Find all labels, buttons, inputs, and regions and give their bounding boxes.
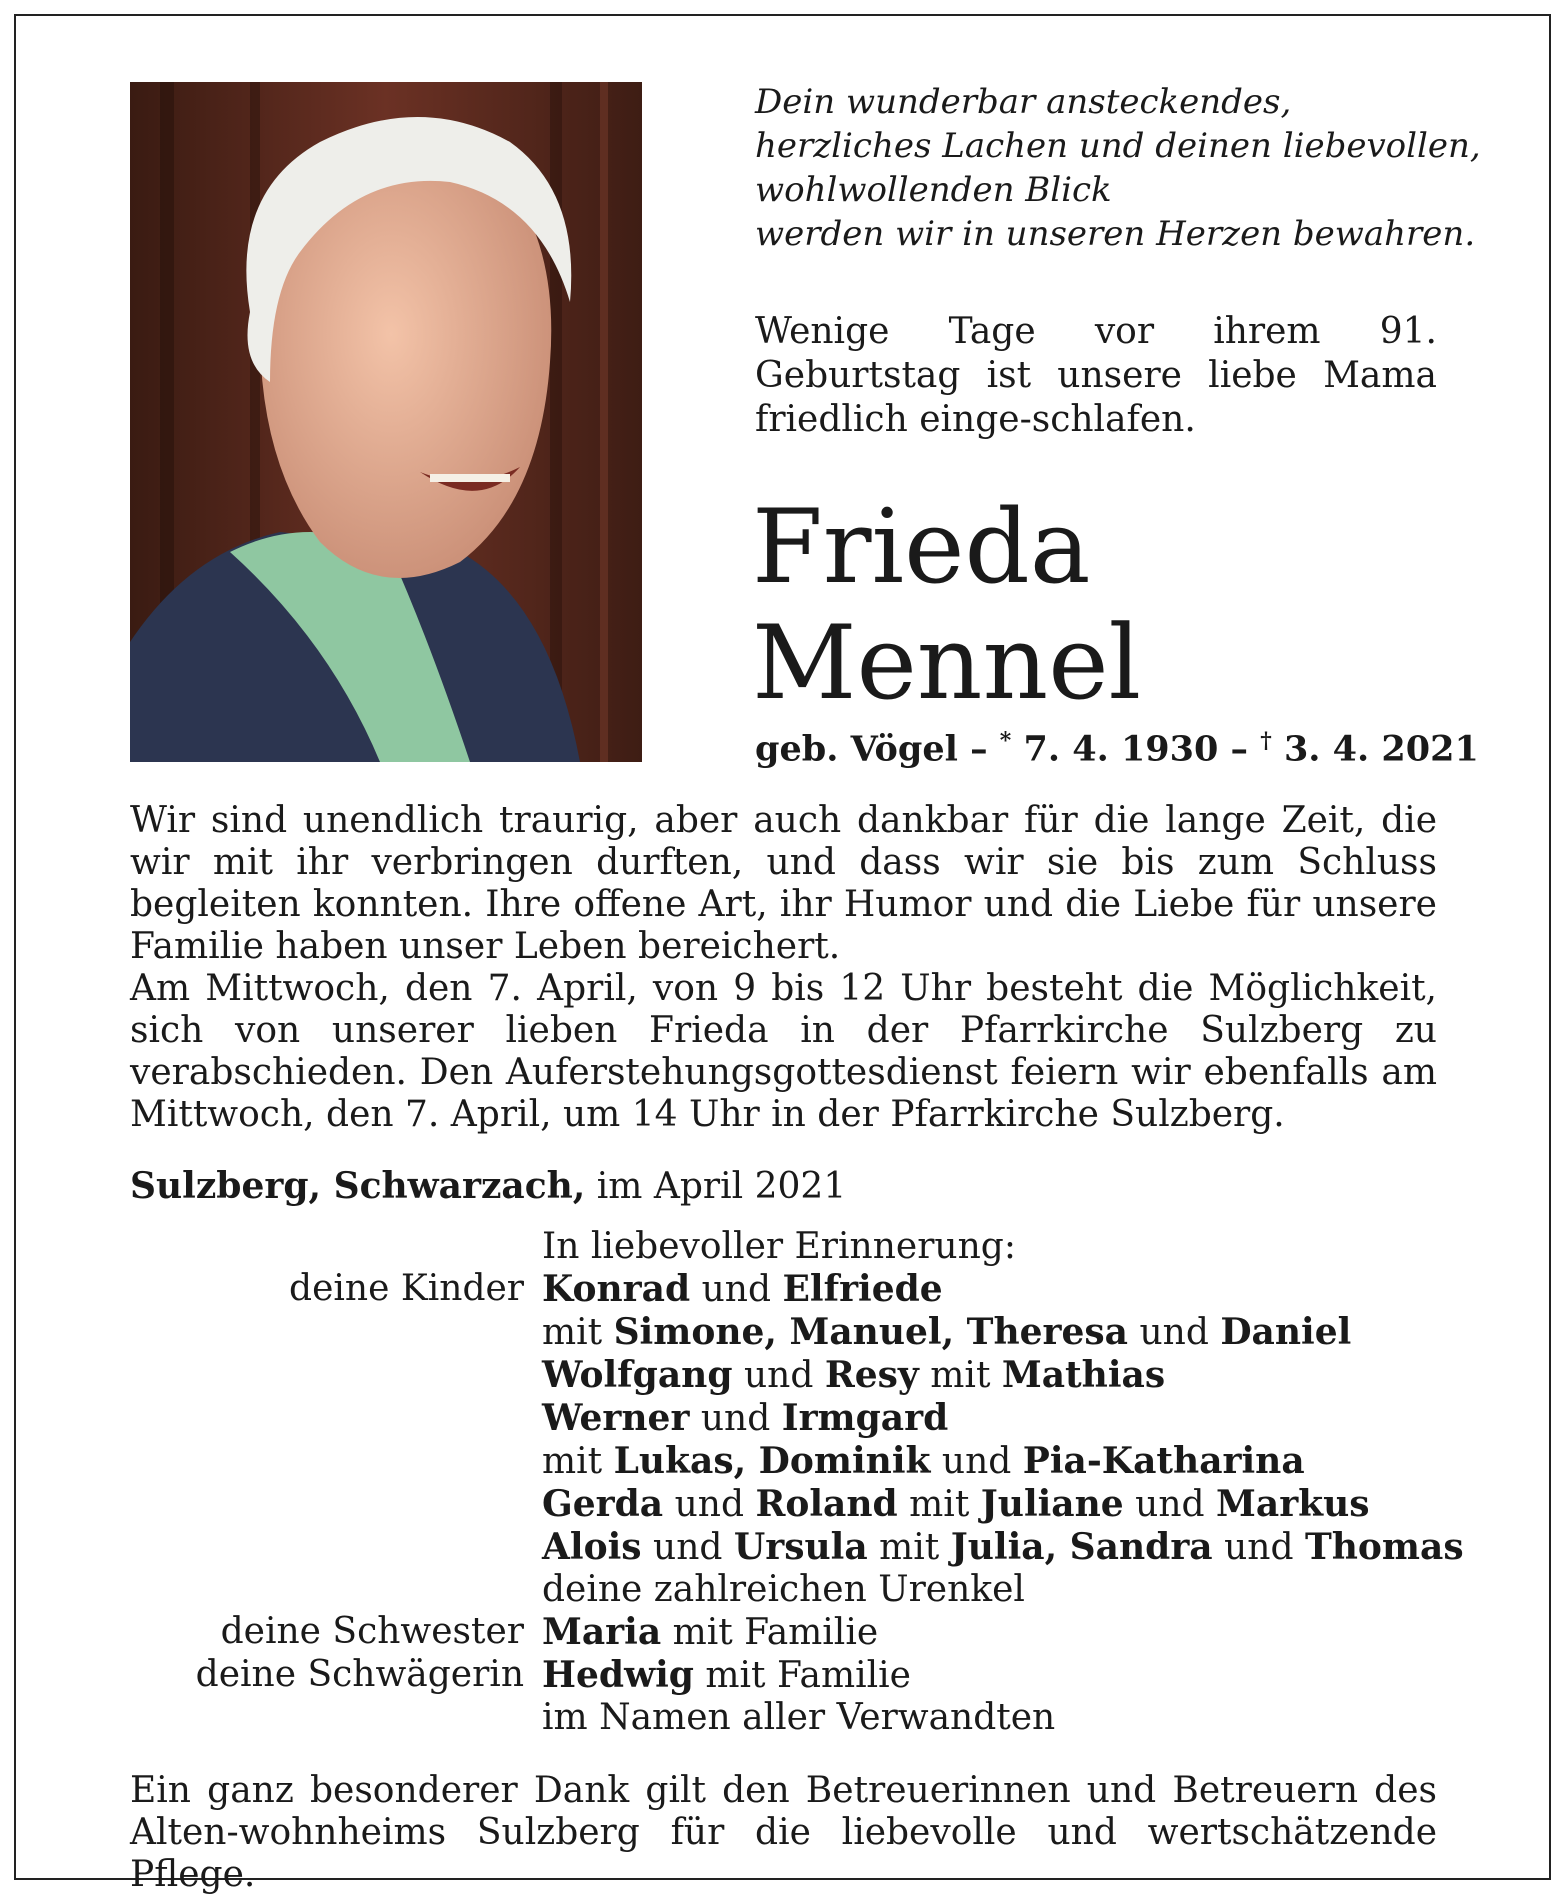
quote-line: Dein wunderbar ansteckendes, (755, 82, 1292, 122)
family-row (130, 1611, 1437, 1654)
family-heading: In liebevoller Erinnerung: (542, 1226, 1016, 1267)
family-connector: mit Familie (693, 1655, 911, 1696)
memorial-quote (755, 80, 1481, 256)
relation-label: deine Schwester (220, 1611, 524, 1652)
family-row (130, 1440, 1437, 1483)
family-member-name: Alois (542, 1526, 642, 1568)
family-row (130, 1268, 1437, 1311)
quote-line: werden wir in unseren Herzen bewahren. (755, 214, 1476, 254)
family-names (542, 1526, 1464, 1569)
obituary-body (130, 800, 1437, 1136)
family-member-name: Irmgard (781, 1397, 949, 1439)
family-row (130, 1483, 1437, 1526)
family-names (542, 1483, 1370, 1526)
family-member-name: Daniel (1220, 1311, 1352, 1353)
family-member-name: Wolfgang (542, 1354, 733, 1396)
family-names (542, 1697, 1055, 1739)
family-names (542, 1397, 948, 1440)
family-connector: mit Familie (661, 1612, 879, 1653)
relation-label (130, 1526, 542, 1569)
family-names (542, 1611, 878, 1654)
family-row (130, 1569, 1437, 1611)
family-connector: mit (897, 1484, 981, 1525)
date-line: im April 2021 (596, 1166, 847, 1207)
family-row (130, 1654, 1437, 1697)
life-dates: geb. Vögel – * 7. 4. 1930 – † 3. 4. 2021 (755, 728, 1479, 770)
family-row (130, 1526, 1464, 1569)
family-row (130, 1397, 1437, 1440)
family-connector: und (1212, 1527, 1305, 1568)
relation-label (130, 1397, 542, 1440)
relation-label (130, 1440, 542, 1483)
family-member-name: Ursula (733, 1526, 868, 1568)
family-member-name: Elfriede (782, 1268, 943, 1310)
family-member-name: Resy (824, 1354, 919, 1396)
family-member-name: Werner (542, 1397, 690, 1439)
body-paragraph: Wir sind unendlich traurig, aber auch dankbar für die lange Zeit, die wir mit ihr verbringen durften, und dass wir sie bis zum Schluss begleiten konnten. Ihre offene Art, ihr Humor und die Liebe für unsere Familie haben unser Leben bereichert. (130, 800, 1437, 967)
family-names (542, 1569, 1025, 1611)
family-connector: mit (542, 1312, 614, 1353)
family-connector: mit (867, 1527, 951, 1568)
family-member-name: Julia, Sandra (950, 1526, 1213, 1568)
relation-label (130, 1483, 542, 1526)
body-paragraph: Am Mittwoch, den 7. April, von 9 bis 12 Uhr besteht die Möglichkeit, sich von unserer lieben Frieda in der Pfarrkirche Sulzberg zu verabschieden. Den Auferstehungsgottesdienst feiern wir ebenfalls am Mittwoch, den 7. April, um 14 Uhr in der Pfarrkirche Sulzberg. (130, 968, 1437, 1135)
relation-label (130, 1311, 542, 1354)
family-member-name: Markus (1216, 1483, 1370, 1525)
deceased-name (752, 490, 1141, 722)
family-connector: und (663, 1484, 756, 1525)
family-row (130, 1311, 1437, 1354)
family-connector: mit (542, 1441, 614, 1482)
death-date: 3. 4. 2021 (1283, 728, 1479, 770)
family-list (130, 1226, 1464, 1739)
family-connector: und (732, 1355, 825, 1396)
relation-label: deine Kinder (289, 1268, 524, 1309)
family-member-name: Thomas (1304, 1526, 1464, 1568)
family-member-name: Juliane (980, 1483, 1124, 1525)
family-connector: und (641, 1527, 734, 1568)
family-member-name: Maria (542, 1611, 662, 1653)
relation-label (130, 1697, 542, 1739)
family-names (542, 1354, 1165, 1397)
relation-label (130, 1569, 542, 1611)
thanks-text: Ein ganz besonderer Dank gilt den Betreuerinnen und Betreuern des Alten-wohnheims Sulzberg für die liebevolle und wertschätzende Pflege. (130, 1770, 1437, 1895)
birth-date: 7. 4. 1930 (1023, 728, 1219, 770)
family-connector: deine zahlreichen Urenkel (542, 1569, 1025, 1610)
birth-name: geb. Vögel (755, 728, 958, 770)
family-row (130, 1354, 1437, 1397)
family-names (542, 1311, 1351, 1354)
family-names (542, 1268, 943, 1311)
family-member-name: Hedwig (542, 1654, 694, 1696)
family-member-name: Gerda (542, 1483, 664, 1525)
family-member-name: Roland (755, 1483, 898, 1525)
family-connector: mit (918, 1355, 1002, 1396)
portrait-photo (130, 82, 642, 762)
quote-line: herzliches Lachen und deinen liebevollen, (755, 126, 1481, 166)
family-connector: und (689, 1398, 782, 1439)
intro-text: Wenige Tage vor ihrem 91. Geburtstag ist unsere liebe Mama friedlich einge-schlafen. (755, 311, 1437, 440)
family-row (130, 1697, 1437, 1739)
family-connector: im Namen aller Verwandten (542, 1697, 1056, 1738)
place-date (130, 1165, 846, 1207)
family-connector: und (1128, 1312, 1221, 1353)
last-name: Mennel (752, 604, 1142, 723)
relation-label (130, 1354, 542, 1397)
family-member-name: Simone, Manuel, Theresa (613, 1311, 1128, 1353)
family-connector: und (690, 1269, 783, 1310)
family-member-name: Pia-Katharina (1022, 1440, 1305, 1482)
places: Sulzberg, Schwarzach, (130, 1165, 586, 1207)
relation-label: deine Schwägerin (195, 1654, 524, 1695)
family-member-name: Lukas, Dominik (613, 1440, 931, 1482)
family-names (542, 1440, 1305, 1483)
family-connector: und (930, 1441, 1023, 1482)
family-connector: und (1123, 1484, 1217, 1525)
first-name: Frieda (752, 488, 1091, 607)
quote-line: wohlwollenden Blick (755, 170, 1112, 210)
family-member-name: Konrad (542, 1268, 691, 1310)
family-names (542, 1654, 911, 1697)
family-member-name: Mathias (1001, 1354, 1166, 1396)
